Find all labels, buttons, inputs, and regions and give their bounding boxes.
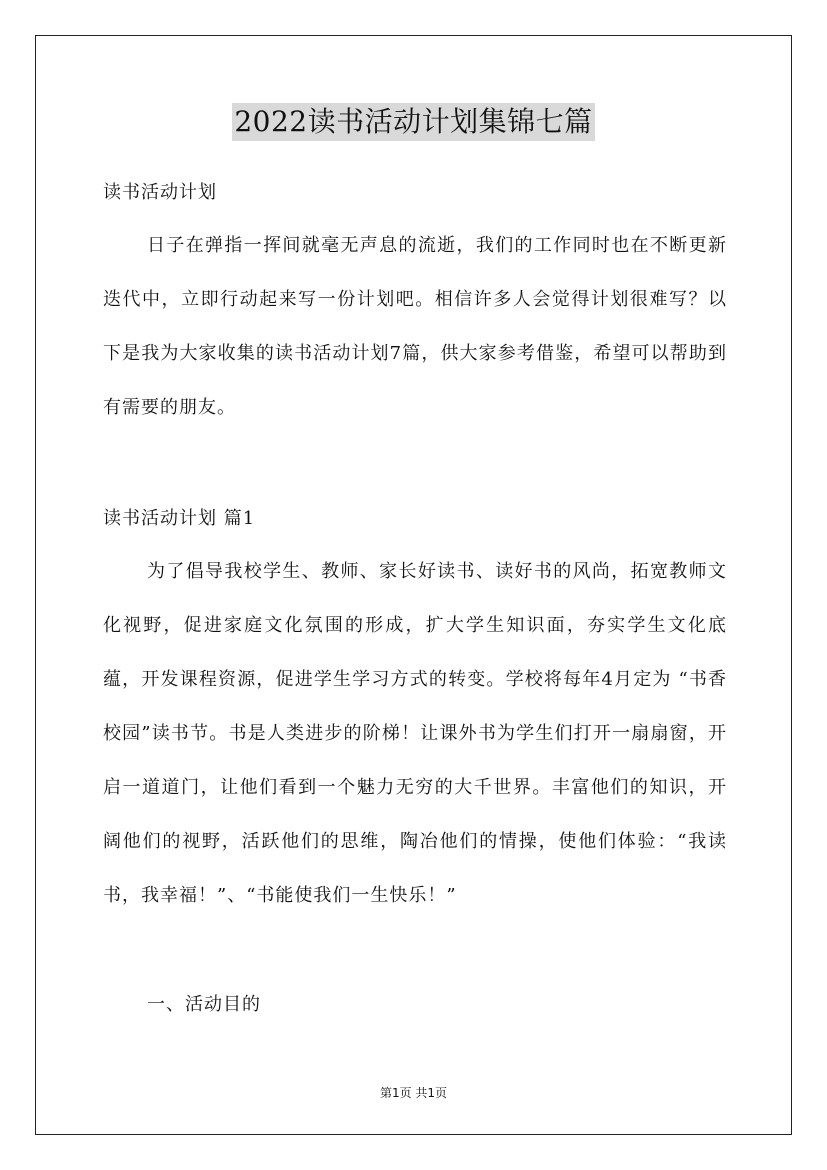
subsection-heading: 一、活动目的 (147, 994, 261, 1015)
page-footer (0, 1085, 827, 1101)
section1-paragraph: 为了倡导我校学生、教师、家长好读书、读好书的风尚，拓宽教师文化视野，促进家庭文化氛围的形成，扩大学生知识面，夯实学生文化底蕴，开发课程资源，促进学生学习方式的转变。学校将每年4月定为 “书香校园”读书节。书是人类进步的阶梯！让课外书为学生们打开一扇扇窗，开启一道道门，让他们看到一个魅力无穷的大千世界。丰富他们的知识，开阔他们的视野，活跃他们的思维，陶冶他们的情操，使他们体验：“我读书，我幸福！”、“书能使我们一生快乐！” (103, 561, 727, 906)
document-title: 2022读书活动计划集锦七篇 (232, 103, 594, 141)
intro-body (103, 219, 727, 435)
intro-paragraph: 日子在弹指一挥间就毫无声息的流逝，我们的工作同时也在不断更新迭代中，立即行动起来写一份计划吧。相信许多人会觉得计划很难写？以下是我为大家收集的读书活动计划7篇，供大家参考借鉴，希望可以帮助到有需要的朋友。 (103, 235, 727, 418)
section1-heading: 读书活动计划 篇1 (103, 508, 256, 529)
intro-heading: 读书活动计划 (103, 182, 217, 203)
section1-body (103, 545, 727, 923)
page-number: 第1页 共1页 (379, 1086, 448, 1100)
title-container (0, 103, 827, 141)
